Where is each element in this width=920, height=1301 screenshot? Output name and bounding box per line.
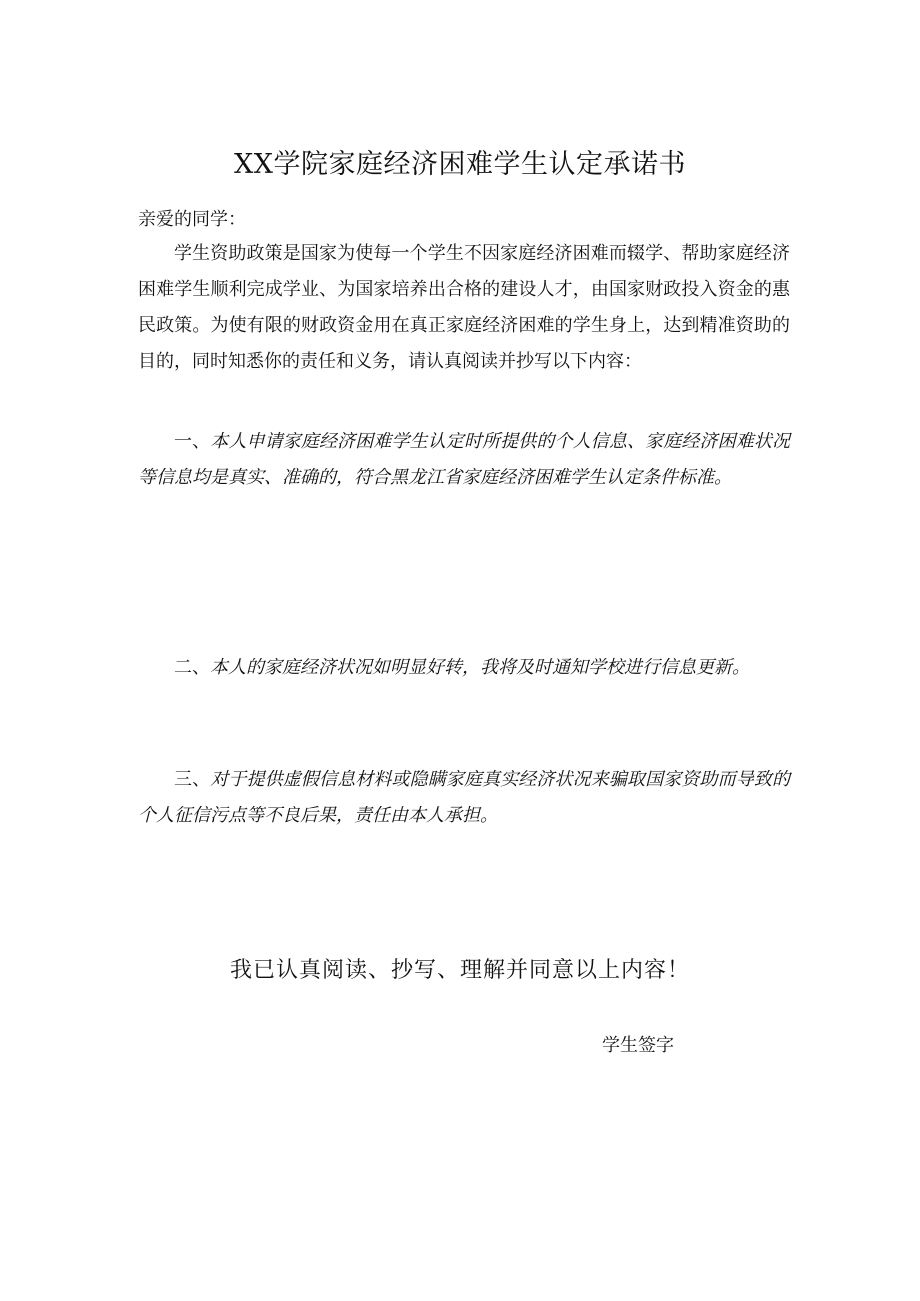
salutation: 亲爱的同学： — [138, 209, 246, 230]
signature-label: 学生签字 — [602, 1035, 674, 1056]
intro-paragraph: 学生资助政策是国家为使每一个学生不因家庭经济困难而辍学、帮助家庭经济困难学生顺利完成学业、为国家培养出合格的建设人才，由国家财政投入资金的惠民政策。为使有限的财政资金用在真正家庭经济困难的学生身上，达到精准资助的目的，同时知悉你的责任和义务，请认真阅读并抄写以下内容： — [138, 243, 790, 372]
document-title: XX学院家庭经济困难学生认定承诺书 — [234, 149, 686, 180]
item-text: 本人申请家庭经济困难学生认定时所提供的个人信息、家庭经济困难状况等信息均是真实、准确的，符合黑龙江省家庭经济困难学生认定条件标准。 — [138, 431, 791, 488]
item-number: 一、 — [174, 431, 211, 452]
item-text: 本人的家庭经济状况如明显好转，我将及时通知学校进行信息更新。 — [210, 657, 750, 678]
commitment-item-3 — [138, 762, 790, 834]
item-number: 三、 — [174, 769, 211, 790]
commitment-item-2 — [138, 650, 790, 686]
agreement-statement: 我已认真阅读、抄写、理解并同意以上内容！ — [229, 958, 690, 983]
item-text: 对于提供虚假信息材料或隐瞒家庭真实经济状况来骗取国家资助而导致的个人征信污点等不良后果，责任由本人承担。 — [138, 769, 791, 826]
commitment-item-1 — [138, 424, 790, 496]
item-number: 二、 — [174, 657, 210, 678]
